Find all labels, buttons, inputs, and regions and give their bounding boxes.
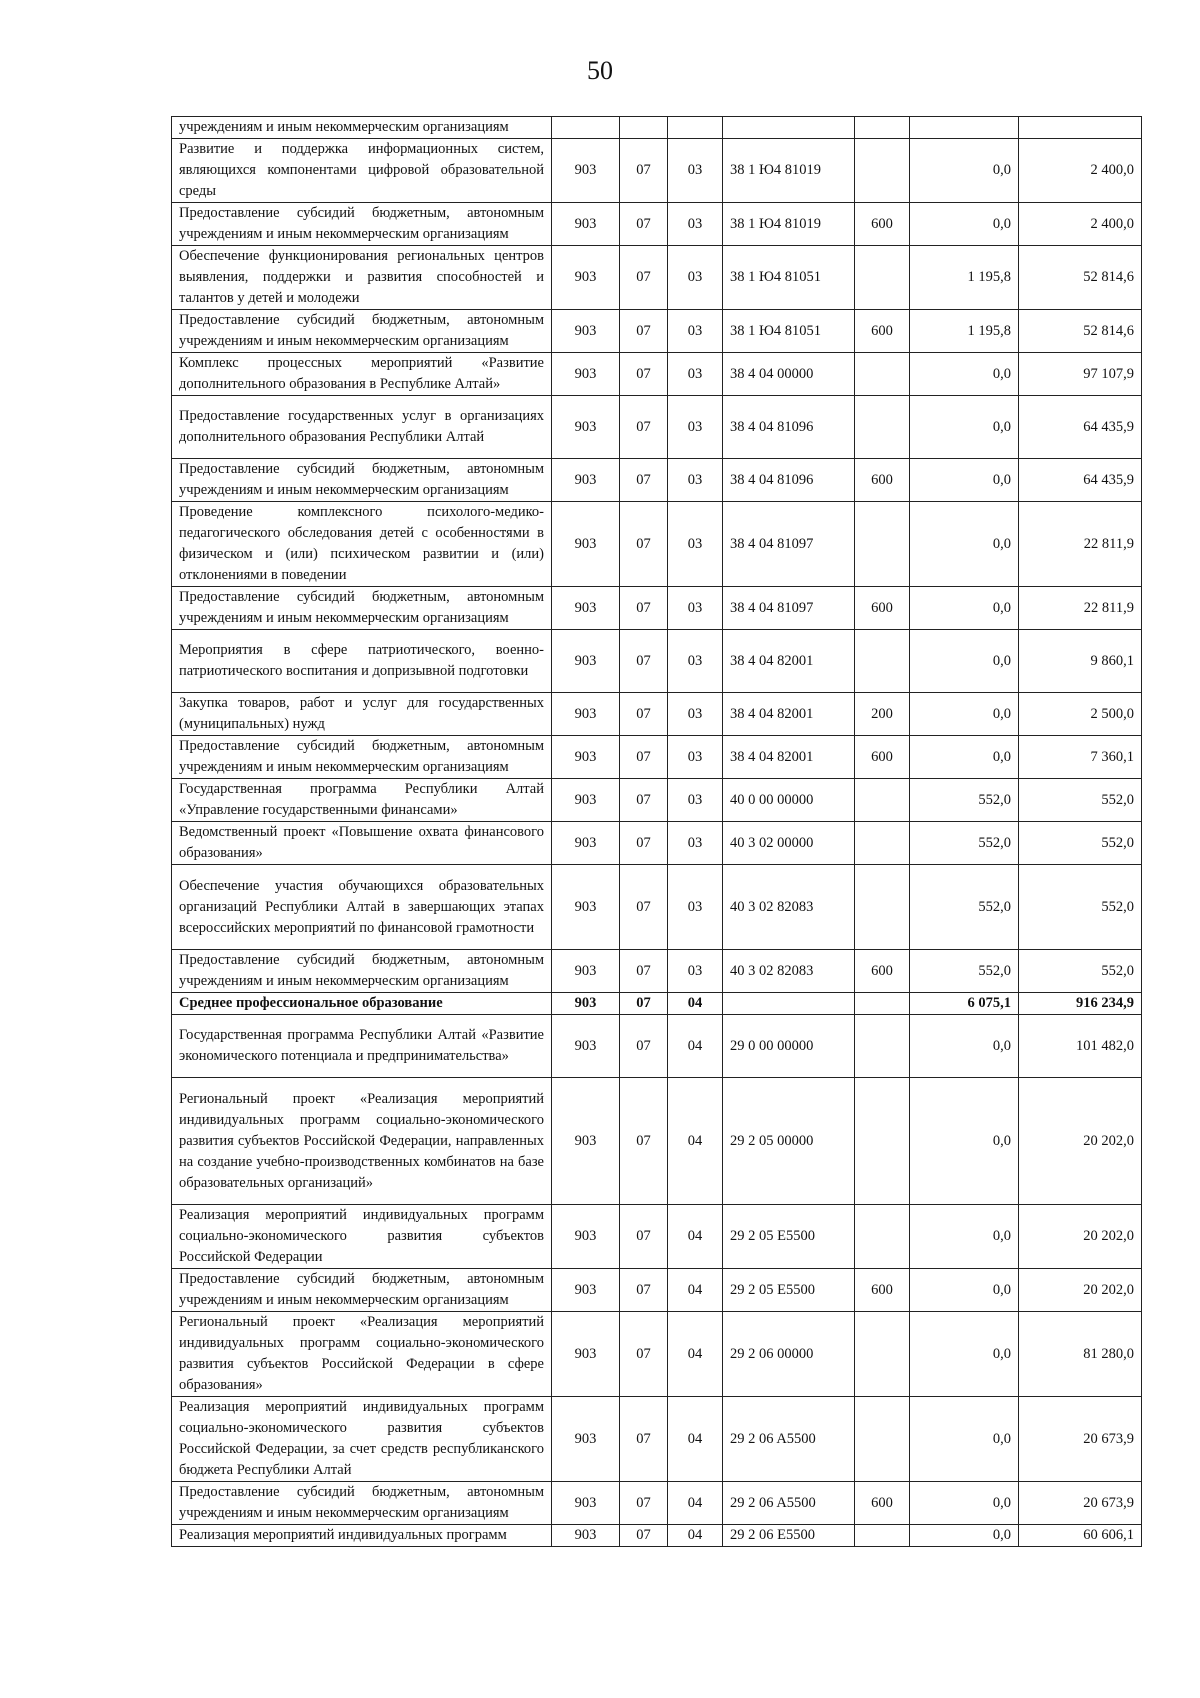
cell-grbs: 903 (552, 1397, 620, 1482)
cell-name: Развитие и поддержка информационных систем, являющихся компонентами цифровой образовательной среды (172, 139, 552, 203)
cell-expense-type (855, 502, 910, 587)
cell-amount-2: 552,0 (1019, 950, 1142, 993)
cell-expense-type: 600 (855, 587, 910, 630)
cell-grbs: 903 (552, 459, 620, 502)
cell-name: Среднее профессиональное образование (172, 993, 552, 1015)
cell-target-article: 29 2 05 E5500 (723, 1205, 855, 1269)
cell-grbs: 903 (552, 353, 620, 396)
cell-name: Закупка товаров, работ и услуг для государственных (муниципальных) нужд (172, 693, 552, 736)
cell-expense-type: 600 (855, 310, 910, 353)
cell-expense-type (855, 246, 910, 310)
cell-name: Предоставление субсидий бюджетным, автономным учреждениям и иным некоммерческим организациям (172, 587, 552, 630)
cell-expense-type (855, 139, 910, 203)
cell-subsection: 04 (668, 1078, 723, 1205)
cell-target-article: 38 1 Ю4 81019 (723, 139, 855, 203)
cell-grbs: 903 (552, 950, 620, 993)
cell-amount-1: 552,0 (910, 865, 1019, 950)
cell-target-article: 29 2 06 A5500 (723, 1482, 855, 1525)
cell-amount-1: 0,0 (910, 459, 1019, 502)
cell-grbs: 903 (552, 736, 620, 779)
table-row (172, 203, 1142, 246)
cell-name: Комплекс процессных мероприятий «Развитие дополнительного образования в Республике Алтай» (172, 353, 552, 396)
cell-expense-type (855, 1205, 910, 1269)
cell-amount-1: 0,0 (910, 353, 1019, 396)
cell-section: 07 (620, 1078, 668, 1205)
cell-grbs: 903 (552, 779, 620, 822)
cell-section: 07 (620, 310, 668, 353)
cell-amount-1: 0,0 (910, 1397, 1019, 1482)
cell-expense-type: 600 (855, 1482, 910, 1525)
cell-target-article: 38 4 04 00000 (723, 353, 855, 396)
cell-name: Предоставление субсидий бюджетным, автономным учреждениям и иным некоммерческим организациям (172, 310, 552, 353)
cell-expense-type (855, 993, 910, 1015)
cell-target-article: 38 1 Ю4 81051 (723, 310, 855, 353)
cell-amount-2: 64 435,9 (1019, 459, 1142, 502)
cell-amount-2: 52 814,6 (1019, 310, 1142, 353)
cell-subsection: 03 (668, 353, 723, 396)
cell-section: 07 (620, 1312, 668, 1397)
table-row (172, 353, 1142, 396)
cell-expense-type: 600 (855, 1269, 910, 1312)
cell-grbs: 903 (552, 587, 620, 630)
cell-section: 07 (620, 139, 668, 203)
table-row (172, 693, 1142, 736)
cell-target-article: 38 4 04 82001 (723, 630, 855, 693)
table-row (172, 139, 1142, 203)
cell-subsection (668, 117, 723, 139)
cell-name: Региональный проект «Реализация мероприятий индивидуальных программ социально-экономического развития субъектов Российской Федерации, направленных на создание учебно-производственных комбинатов на базе образовательных организаций» (172, 1078, 552, 1205)
cell-amount-2: 64 435,9 (1019, 396, 1142, 459)
cell-target-article: 29 2 06 E5500 (723, 1525, 855, 1547)
cell-target-article: 38 4 04 81096 (723, 459, 855, 502)
cell-subsection: 04 (668, 1525, 723, 1547)
cell-amount-1: 0,0 (910, 1078, 1019, 1205)
cell-subsection: 03 (668, 203, 723, 246)
cell-target-article: 38 4 04 81096 (723, 396, 855, 459)
cell-grbs: 903 (552, 693, 620, 736)
budget-table-body (172, 117, 1142, 1547)
cell-section: 07 (620, 1205, 668, 1269)
table-row (172, 587, 1142, 630)
cell-amount-2 (1019, 117, 1142, 139)
cell-grbs (552, 117, 620, 139)
cell-grbs: 903 (552, 630, 620, 693)
cell-section: 07 (620, 1525, 668, 1547)
cell-target-article: 29 2 05 00000 (723, 1078, 855, 1205)
cell-subsection: 04 (668, 1205, 723, 1269)
cell-section: 07 (620, 1482, 668, 1525)
cell-amount-2: 2 400,0 (1019, 139, 1142, 203)
cell-subsection: 03 (668, 693, 723, 736)
cell-expense-type (855, 865, 910, 950)
cell-grbs: 903 (552, 1312, 620, 1397)
cell-subsection: 03 (668, 587, 723, 630)
page-number: 50 (587, 56, 613, 85)
table-row (172, 1269, 1142, 1312)
cell-section: 07 (620, 353, 668, 396)
cell-amount-1: 0,0 (910, 1205, 1019, 1269)
cell-name: Реализация мероприятий индивидуальных программ (172, 1525, 552, 1547)
cell-section: 07 (620, 993, 668, 1015)
cell-name: Предоставление субсидий бюджетным, автономным учреждениям и иным некоммерческим организациям (172, 459, 552, 502)
cell-name: Проведение комплексного психолого-медико-педагогического обследования детей с особенностями в физическом и (или) психическом развитии и (или) отклонениями в поведении (172, 502, 552, 587)
cell-amount-2: 552,0 (1019, 779, 1142, 822)
cell-amount-2: 22 811,9 (1019, 502, 1142, 587)
cell-expense-type (855, 1525, 910, 1547)
cell-section: 07 (620, 587, 668, 630)
cell-name: Предоставление субсидий бюджетным, автономным учреждениям и иным некоммерческим организациям (172, 203, 552, 246)
cell-section: 07 (620, 1397, 668, 1482)
cell-grbs: 903 (552, 1015, 620, 1078)
cell-name: Обеспечение функционирования региональных центров выявления, поддержки и развития способностей и талантов у детей и молодежи (172, 246, 552, 310)
cell-subsection: 04 (668, 1312, 723, 1397)
cell-grbs: 903 (552, 1525, 620, 1547)
cell-amount-2: 2 500,0 (1019, 693, 1142, 736)
cell-name: учреждениям и иным некоммерческим организациям (172, 117, 552, 139)
cell-grbs: 903 (552, 203, 620, 246)
cell-target-article (723, 993, 855, 1015)
cell-amount-2: 552,0 (1019, 865, 1142, 950)
cell-name: Ведомственный проект «Повышение охвата финансового образования» (172, 822, 552, 865)
cell-amount-2: 20 202,0 (1019, 1078, 1142, 1205)
cell-amount-1: 0,0 (910, 502, 1019, 587)
cell-amount-1: 552,0 (910, 822, 1019, 865)
table-row (172, 822, 1142, 865)
cell-amount-1: 1 195,8 (910, 310, 1019, 353)
cell-amount-2: 81 280,0 (1019, 1312, 1142, 1397)
cell-name: Предоставление государственных услуг в организациях дополнительного образования Республики Алтай (172, 396, 552, 459)
cell-grbs: 903 (552, 246, 620, 310)
cell-section: 07 (620, 459, 668, 502)
cell-grbs: 903 (552, 396, 620, 459)
budget-table (171, 116, 1142, 1547)
cell-section: 07 (620, 396, 668, 459)
cell-target-article: 38 4 04 81097 (723, 502, 855, 587)
table-row (172, 1482, 1142, 1525)
cell-section: 07 (620, 1269, 668, 1312)
cell-amount-2: 552,0 (1019, 822, 1142, 865)
cell-section: 07 (620, 630, 668, 693)
cell-amount-1: 0,0 (910, 1482, 1019, 1525)
cell-grbs: 903 (552, 822, 620, 865)
cell-grbs: 903 (552, 1078, 620, 1205)
cell-subsection: 03 (668, 779, 723, 822)
cell-subsection: 04 (668, 1397, 723, 1482)
table-row (172, 736, 1142, 779)
cell-subsection: 03 (668, 502, 723, 587)
cell-grbs: 903 (552, 310, 620, 353)
cell-name: Предоставление субсидий бюджетным, автономным учреждениям и иным некоммерческим организациям (172, 1482, 552, 1525)
cell-grbs: 903 (552, 1269, 620, 1312)
table-row (172, 1312, 1142, 1397)
cell-target-article: 29 2 06 A5500 (723, 1397, 855, 1482)
cell-amount-1: 0,0 (910, 736, 1019, 779)
cell-name: Мероприятия в сфере патриотического, военно-патриотического воспитания и допризывной подготовки (172, 630, 552, 693)
cell-name: Реализация мероприятий индивидуальных программ социально-экономического развития субъектов Российской Федерации, за счет средств республиканского бюджета Республики Алтай (172, 1397, 552, 1482)
cell-amount-2: 52 814,6 (1019, 246, 1142, 310)
cell-section (620, 117, 668, 139)
cell-amount-1: 6 075,1 (910, 993, 1019, 1015)
cell-amount-1: 0,0 (910, 1525, 1019, 1547)
cell-grbs: 903 (552, 993, 620, 1015)
cell-expense-type: 200 (855, 693, 910, 736)
cell-amount-2: 2 400,0 (1019, 203, 1142, 246)
cell-amount-1: 552,0 (910, 950, 1019, 993)
cell-subsection: 03 (668, 310, 723, 353)
cell-subsection: 03 (668, 459, 723, 502)
cell-section: 07 (620, 246, 668, 310)
table-row (172, 1525, 1142, 1547)
cell-target-article: 40 3 02 00000 (723, 822, 855, 865)
cell-subsection: 03 (668, 630, 723, 693)
cell-grbs: 903 (552, 502, 620, 587)
cell-expense-type (855, 779, 910, 822)
cell-grbs: 903 (552, 1205, 620, 1269)
table-row (172, 1205, 1142, 1269)
cell-expense-type (855, 1312, 910, 1397)
cell-name: Реализация мероприятий индивидуальных программ социально-экономического развития субъектов Российской Федерации (172, 1205, 552, 1269)
cell-target-article (723, 117, 855, 139)
cell-expense-type (855, 1015, 910, 1078)
cell-section: 07 (620, 502, 668, 587)
cell-expense-type: 600 (855, 459, 910, 502)
cell-target-article: 29 2 05 E5500 (723, 1269, 855, 1312)
cell-amount-1: 0,0 (910, 1015, 1019, 1078)
cell-name: Региональный проект «Реализация мероприятий индивидуальных программ социально-экономического развития субъектов Российской Федерации в сфере образования» (172, 1312, 552, 1397)
table-row (172, 779, 1142, 822)
cell-expense-type: 600 (855, 203, 910, 246)
table-row (172, 993, 1142, 1015)
cell-section: 07 (620, 736, 668, 779)
cell-subsection: 04 (668, 1269, 723, 1312)
cell-name: Обеспечение участия обучающихся образовательных организаций Республики Алтай в завершающих этапах всероссийских мероприятий по финансовой грамотности (172, 865, 552, 950)
table-row (172, 117, 1142, 139)
cell-subsection: 04 (668, 1015, 723, 1078)
cell-expense-type (855, 822, 910, 865)
cell-grbs: 903 (552, 865, 620, 950)
cell-amount-2: 7 360,1 (1019, 736, 1142, 779)
cell-amount-2: 20 202,0 (1019, 1269, 1142, 1312)
cell-subsection: 03 (668, 865, 723, 950)
cell-amount-1: 0,0 (910, 139, 1019, 203)
cell-amount-1: 0,0 (910, 630, 1019, 693)
cell-amount-2: 60 606,1 (1019, 1525, 1142, 1547)
cell-amount-1: 0,0 (910, 1269, 1019, 1312)
cell-subsection: 04 (668, 1482, 723, 1525)
cell-amount-1: 0,0 (910, 587, 1019, 630)
cell-section: 07 (620, 950, 668, 993)
cell-amount-2: 20 202,0 (1019, 1205, 1142, 1269)
cell-amount-1: 0,0 (910, 203, 1019, 246)
table-row (172, 1015, 1142, 1078)
cell-section: 07 (620, 779, 668, 822)
cell-section: 07 (620, 1015, 668, 1078)
table-row (172, 396, 1142, 459)
cell-amount-1 (910, 117, 1019, 139)
cell-subsection: 03 (668, 822, 723, 865)
table-row (172, 630, 1142, 693)
cell-subsection: 03 (668, 736, 723, 779)
cell-target-article: 40 3 02 82083 (723, 865, 855, 950)
cell-target-article: 38 1 Ю4 81051 (723, 246, 855, 310)
cell-section: 07 (620, 822, 668, 865)
cell-amount-2: 9 860,1 (1019, 630, 1142, 693)
table-row (172, 1078, 1142, 1205)
cell-amount-1: 1 195,8 (910, 246, 1019, 310)
table-row (172, 459, 1142, 502)
cell-amount-1: 0,0 (910, 1312, 1019, 1397)
cell-expense-type: 600 (855, 950, 910, 993)
cell-amount-1: 552,0 (910, 779, 1019, 822)
cell-subsection: 04 (668, 993, 723, 1015)
cell-expense-type: 600 (855, 736, 910, 779)
table-row (172, 246, 1142, 310)
table-row (172, 1397, 1142, 1482)
cell-name: Предоставление субсидий бюджетным, автономным учреждениям и иным некоммерческим организациям (172, 736, 552, 779)
cell-section: 07 (620, 203, 668, 246)
cell-section: 07 (620, 693, 668, 736)
cell-amount-2: 20 673,9 (1019, 1482, 1142, 1525)
cell-target-article: 38 4 04 82001 (723, 736, 855, 779)
cell-amount-1: 0,0 (910, 693, 1019, 736)
cell-name: Государственная программа Республики Алтай «Развитие экономического потенциала и предпринимательства» (172, 1015, 552, 1078)
cell-name: Предоставление субсидий бюджетным, автономным учреждениям и иным некоммерческим организациям (172, 950, 552, 993)
cell-grbs: 903 (552, 139, 620, 203)
cell-section: 07 (620, 865, 668, 950)
cell-target-article: 38 4 04 82001 (723, 693, 855, 736)
cell-grbs: 903 (552, 1482, 620, 1525)
cell-target-article: 29 2 06 00000 (723, 1312, 855, 1397)
cell-subsection: 03 (668, 396, 723, 459)
cell-subsection: 03 (668, 246, 723, 310)
table-row (172, 310, 1142, 353)
cell-target-article: 40 0 00 00000 (723, 779, 855, 822)
cell-amount-2: 916 234,9 (1019, 993, 1142, 1015)
table-row (172, 502, 1142, 587)
cell-expense-type (855, 1397, 910, 1482)
cell-name: Предоставление субсидий бюджетным, автономным учреждениям и иным некоммерческим организациям (172, 1269, 552, 1312)
cell-subsection: 03 (668, 139, 723, 203)
cell-expense-type (855, 1078, 910, 1205)
cell-expense-type (855, 353, 910, 396)
cell-expense-type (855, 396, 910, 459)
cell-subsection: 03 (668, 950, 723, 993)
cell-amount-2: 97 107,9 (1019, 353, 1142, 396)
cell-amount-2: 22 811,9 (1019, 587, 1142, 630)
cell-target-article: 38 1 Ю4 81019 (723, 203, 855, 246)
cell-expense-type (855, 117, 910, 139)
cell-amount-1: 0,0 (910, 396, 1019, 459)
cell-name: Государственная программа Республики Алтай «Управление государственными финансами» (172, 779, 552, 822)
cell-expense-type (855, 630, 910, 693)
table-row (172, 865, 1142, 950)
cell-target-article: 29 0 00 00000 (723, 1015, 855, 1078)
cell-target-article: 40 3 02 82083 (723, 950, 855, 993)
cell-amount-2: 20 673,9 (1019, 1397, 1142, 1482)
cell-amount-2: 101 482,0 (1019, 1015, 1142, 1078)
table-row (172, 950, 1142, 993)
cell-target-article: 38 4 04 81097 (723, 587, 855, 630)
